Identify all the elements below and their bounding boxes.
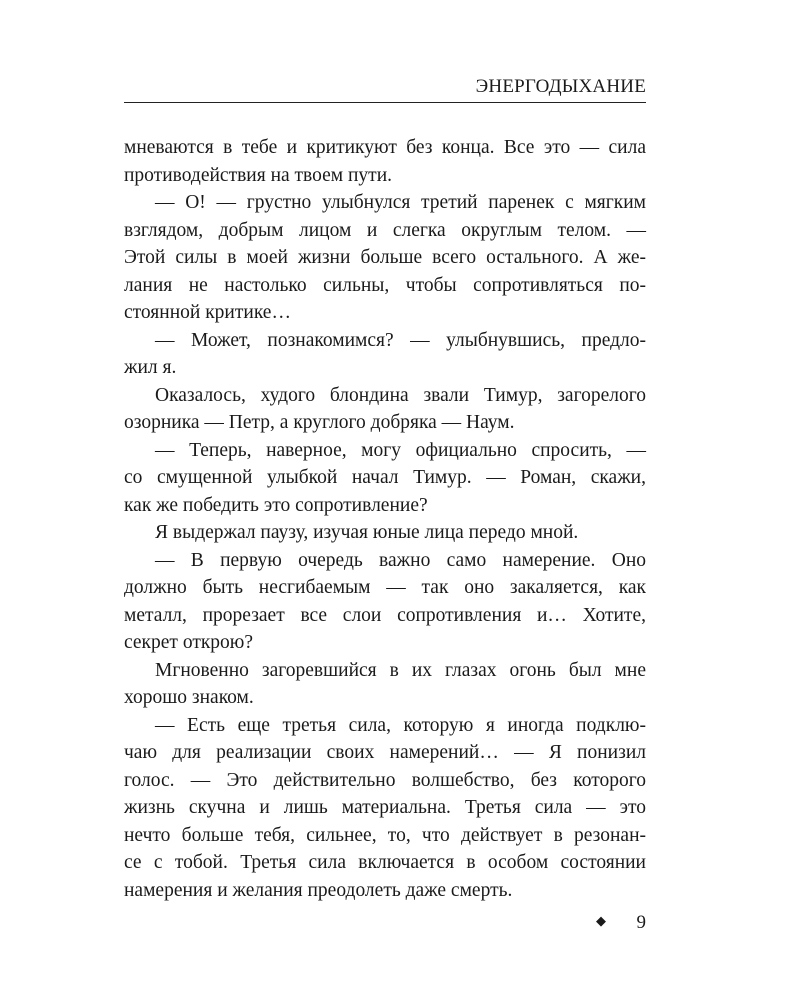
text-line: голос. — Это действительно волшебство, без которого	[124, 769, 646, 791]
text-line: — Теперь, наверное, могу официально спросить, —	[155, 439, 646, 461]
text-line: — Есть еще третья сила, которую я иногда подклю-	[155, 714, 646, 736]
diamond-icon: ◆	[596, 913, 606, 928]
paragraph	[124, 134, 646, 189]
text-line: стоянной критике…	[124, 302, 291, 323]
text-line: озорника — Петр, а круглого добряка — Наум.	[124, 412, 515, 433]
text-line: должно быть несгибаемым — так оно закаляется, как	[124, 577, 646, 598]
text-line: Этой силы в моей жизни больше всего остального. А же-	[124, 247, 646, 268]
paragraph	[124, 382, 646, 437]
paragraph	[124, 547, 646, 657]
paragraph	[124, 437, 646, 520]
page-number: 9	[636, 912, 646, 933]
paragraph	[124, 189, 646, 327]
running-head-title: ЭНЕРГОДЫХАНИЕ	[475, 76, 646, 97]
text-line: лания не настолько сильны, чтобы сопротивляться по-	[124, 274, 646, 296]
text-line: жизнь скучна и лишь материальна. Третья сила — это	[124, 797, 646, 818]
text-line: секрет открою?	[124, 632, 254, 653]
text-line: противодействия на твоем пути.	[124, 164, 393, 186]
text-line: Оказалось, худого блондина звали Тимур, загорелого	[155, 384, 646, 406]
text-line: — О! — грустно улыбнулся третий паренек с мягким	[155, 192, 646, 213]
paragraph	[124, 657, 646, 712]
text-line: как же победить это сопротивление?	[124, 494, 428, 516]
text-line: намерения и желания преодолеть даже смерть.	[124, 879, 513, 901]
text-line: мневаются в тебе и критикуют без конца. Все это — сила	[124, 137, 646, 158]
page-footer	[596, 912, 646, 936]
text-line: — В первую очередь важно само намерение. Оно	[155, 549, 646, 571]
body-text	[124, 134, 646, 904]
paragraph	[124, 327, 646, 382]
text-line: — Может, познакомимся? — улыбнувшись, предло-	[155, 329, 646, 351]
text-line: чаю для реализации своих намерений… — Я понизил	[124, 742, 646, 763]
text-line: жил я.	[124, 357, 177, 378]
text-line: металл, прорезает все слои сопротивления и… Хотите,	[124, 604, 646, 626]
paragraph	[124, 712, 646, 905]
text-line: хорошо знаком.	[124, 687, 254, 708]
text-line: со смущенной улыбкой начал Тимур. — Роман, скажи,	[124, 467, 646, 488]
paragraph	[124, 519, 646, 547]
text-line: се с тобой. Третья сила включается в особом состоянии	[124, 852, 646, 873]
text-line: взглядом, добрым лицом и слегка округлым телом. —	[124, 219, 646, 241]
text-line: нечто больше тебя, сильнее, то, что действует в резонан-	[124, 824, 646, 846]
text-line: Мгновенно загоревшийся в их глазах огонь был мне	[155, 659, 646, 681]
running-head	[124, 76, 646, 103]
text-line: Я выдержал паузу, изучая юные лица передо мной.	[155, 522, 579, 543]
